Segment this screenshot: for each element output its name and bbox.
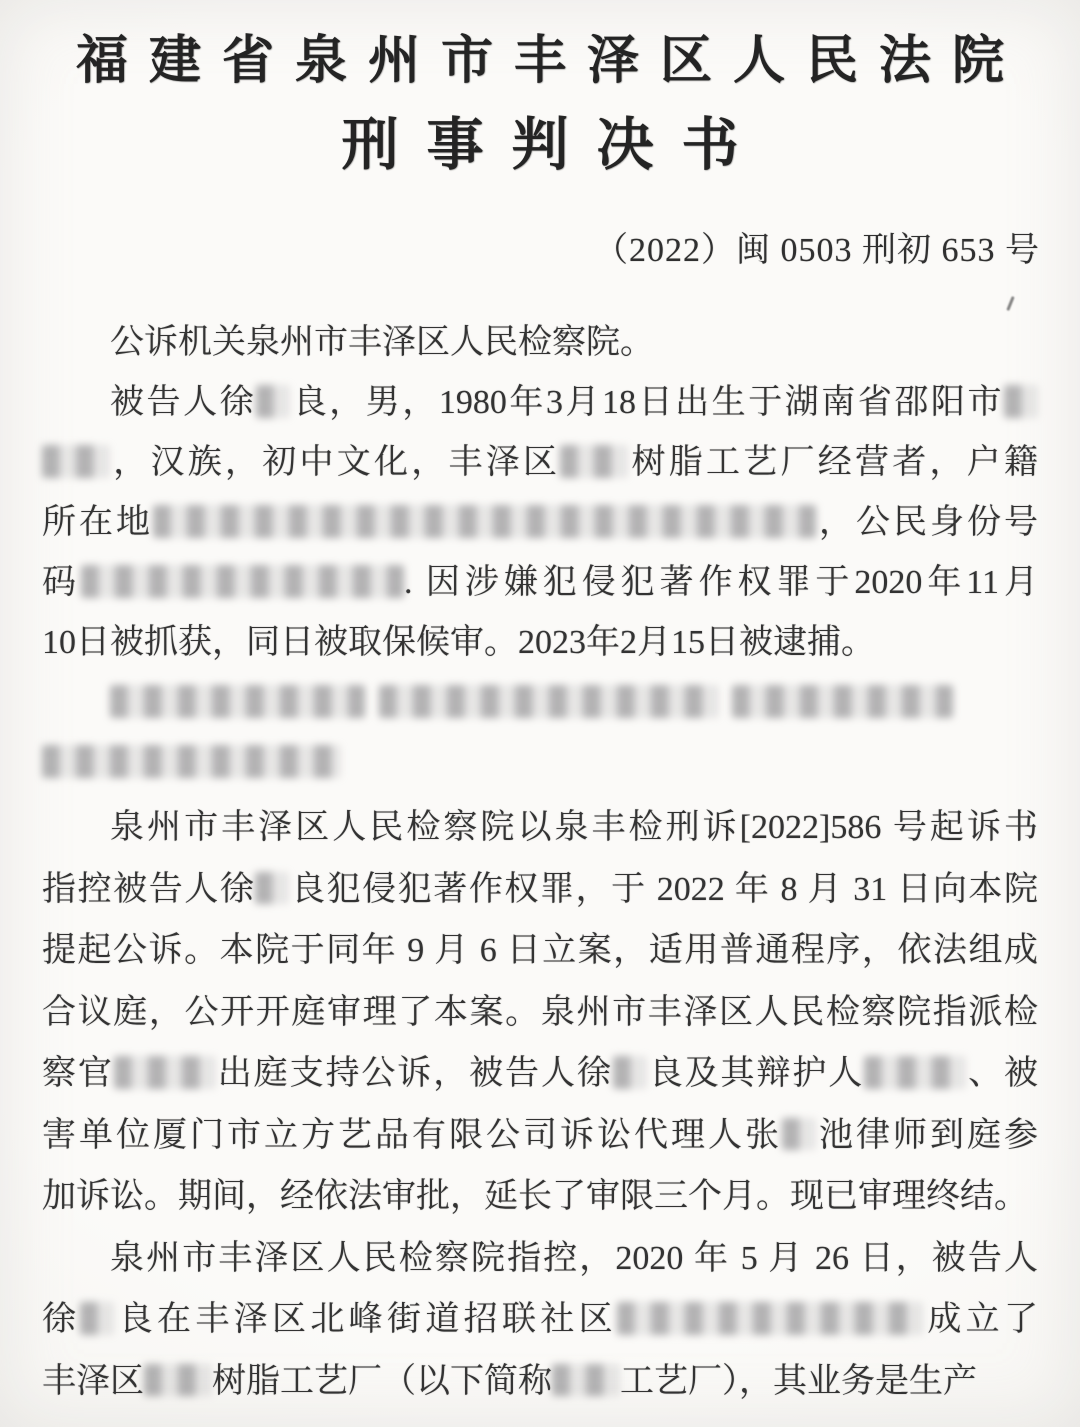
paragraph: [42, 313, 1038, 373]
redacted-text: [256, 385, 290, 417]
text-segment: 徐: [42, 1301, 81, 1338]
text-line: [42, 433, 1038, 493]
text-line: [42, 859, 1038, 921]
redacted-text: [153, 505, 816, 537]
redaction-gap: [719, 712, 733, 713]
text-line: [42, 1105, 1038, 1167]
text-segment: . 因涉嫌犯侵犯著作权罪于2020年11月: [403, 564, 1038, 601]
text-segment: 害单位厦门市立方艺品有限公司诉讼代理人张: [42, 1116, 782, 1154]
redacted-text: [80, 1302, 114, 1334]
text-segment: 出庭支持公诉，被告人徐: [215, 1055, 613, 1092]
scan-artifact-mark: [1006, 296, 1014, 311]
document-type-title: 刑事判决书: [341, 114, 767, 177]
text-segment: 成立了: [923, 1301, 1039, 1338]
text-line: [42, 1228, 1038, 1290]
text-segment: 公诉机关泉州市丰泽区人民检察院。: [110, 324, 654, 361]
redacted-text: [552, 1364, 620, 1396]
text-segment: 提起公诉。本院于同年 9 月 6 日立案，适用普通程序，依法组成: [42, 932, 1038, 969]
text-line: [42, 373, 1038, 433]
text-segment: 树脂工艺厂经营者，户籍: [628, 444, 1038, 481]
redacted-text: [110, 685, 365, 717]
text-line: [42, 613, 1038, 673]
text-segment: 加诉讼。期间，经依法审批，延长了审限三个月。现已审理终结。: [42, 1178, 1028, 1215]
text-segment: 树脂工艺厂（以下简称: [212, 1362, 552, 1400]
text-segment: 所在地: [42, 504, 153, 541]
redacted-text: [864, 1056, 966, 1088]
text-line: [42, 493, 1038, 553]
text-segment: 良犯侵犯著作权罪，于 2022 年 8 月 31 日向本院: [289, 870, 1039, 908]
redacted-text: [732, 685, 953, 717]
text-segment: ，公民身份号: [816, 504, 1038, 541]
text-segment: 码: [42, 564, 81, 601]
text-segment: 良，男，1980年3月18日出生于湖南省邵阳市: [290, 384, 1005, 421]
redacted-text: [782, 1118, 816, 1150]
text-line: [42, 1289, 1038, 1351]
redaction-gap: [365, 712, 379, 713]
text-segment: 10日被抓获，同日被取保候审。2023年2月15日被逮捕。: [42, 624, 875, 661]
text-line: [42, 982, 1038, 1044]
text-line: [42, 797, 1038, 859]
text-segment: 察官: [42, 1055, 114, 1092]
paragraph: [42, 797, 1038, 1228]
text-segment: 指控被告人徐: [42, 870, 256, 908]
text-line: [42, 733, 1038, 793]
court-name: 福建省泉州市丰泽区人民法院: [75, 33, 1025, 90]
redacted-text: [1004, 385, 1038, 417]
redacted-text: [81, 565, 404, 597]
text-line: [42, 920, 1038, 982]
paragraph: [42, 373, 1038, 673]
redacted-text: [255, 872, 289, 904]
paragraph: [42, 1228, 1038, 1413]
text-segment: 泉州市丰泽区人民检察院以泉丰检刑诉[2022]586 号起诉书: [110, 809, 1038, 846]
text-segment: 泉州市丰泽区人民检察院指控，2020 年 5 月 26 日，被告人: [110, 1239, 1038, 1277]
redacted-text: [114, 1056, 216, 1088]
text-segment: 被告人徐: [110, 384, 257, 421]
text-segment: 良及其辩护人: [646, 1055, 865, 1092]
text-line: [42, 1166, 1038, 1228]
redacted-text: [144, 1364, 212, 1396]
text-segment: 丰泽区: [42, 1362, 144, 1400]
text-line: [42, 313, 1038, 373]
text-segment: 池律师到庭参: [816, 1116, 1038, 1154]
redacted-text: [560, 445, 628, 477]
text-segment: 、被: [966, 1055, 1039, 1092]
text-line: [42, 1043, 1038, 1105]
text-line: [42, 1351, 1038, 1413]
text-line: [42, 673, 1038, 733]
redacted-text: [617, 1302, 923, 1334]
redacted-text: [613, 1056, 647, 1088]
redacted-text: [42, 745, 341, 777]
text-segment: ，汉族，初中文化，丰泽区: [110, 444, 561, 481]
text-segment: 良在丰泽区北峰街道招联社区: [114, 1301, 618, 1338]
case-number: （2022）闽 0503 刑初 653 号: [594, 232, 1040, 269]
document-body: [42, 313, 1038, 1412]
text-segment: 工艺厂），其业务是生产: [620, 1362, 977, 1400]
redacted-paragraph: [42, 673, 1038, 793]
text-segment: 合议庭，公开开庭审理了本案。泉州市丰泽区人民检察院指派检: [42, 993, 1038, 1031]
redacted-text: [379, 685, 719, 717]
redacted-text: [42, 445, 110, 477]
text-line: [42, 553, 1038, 613]
